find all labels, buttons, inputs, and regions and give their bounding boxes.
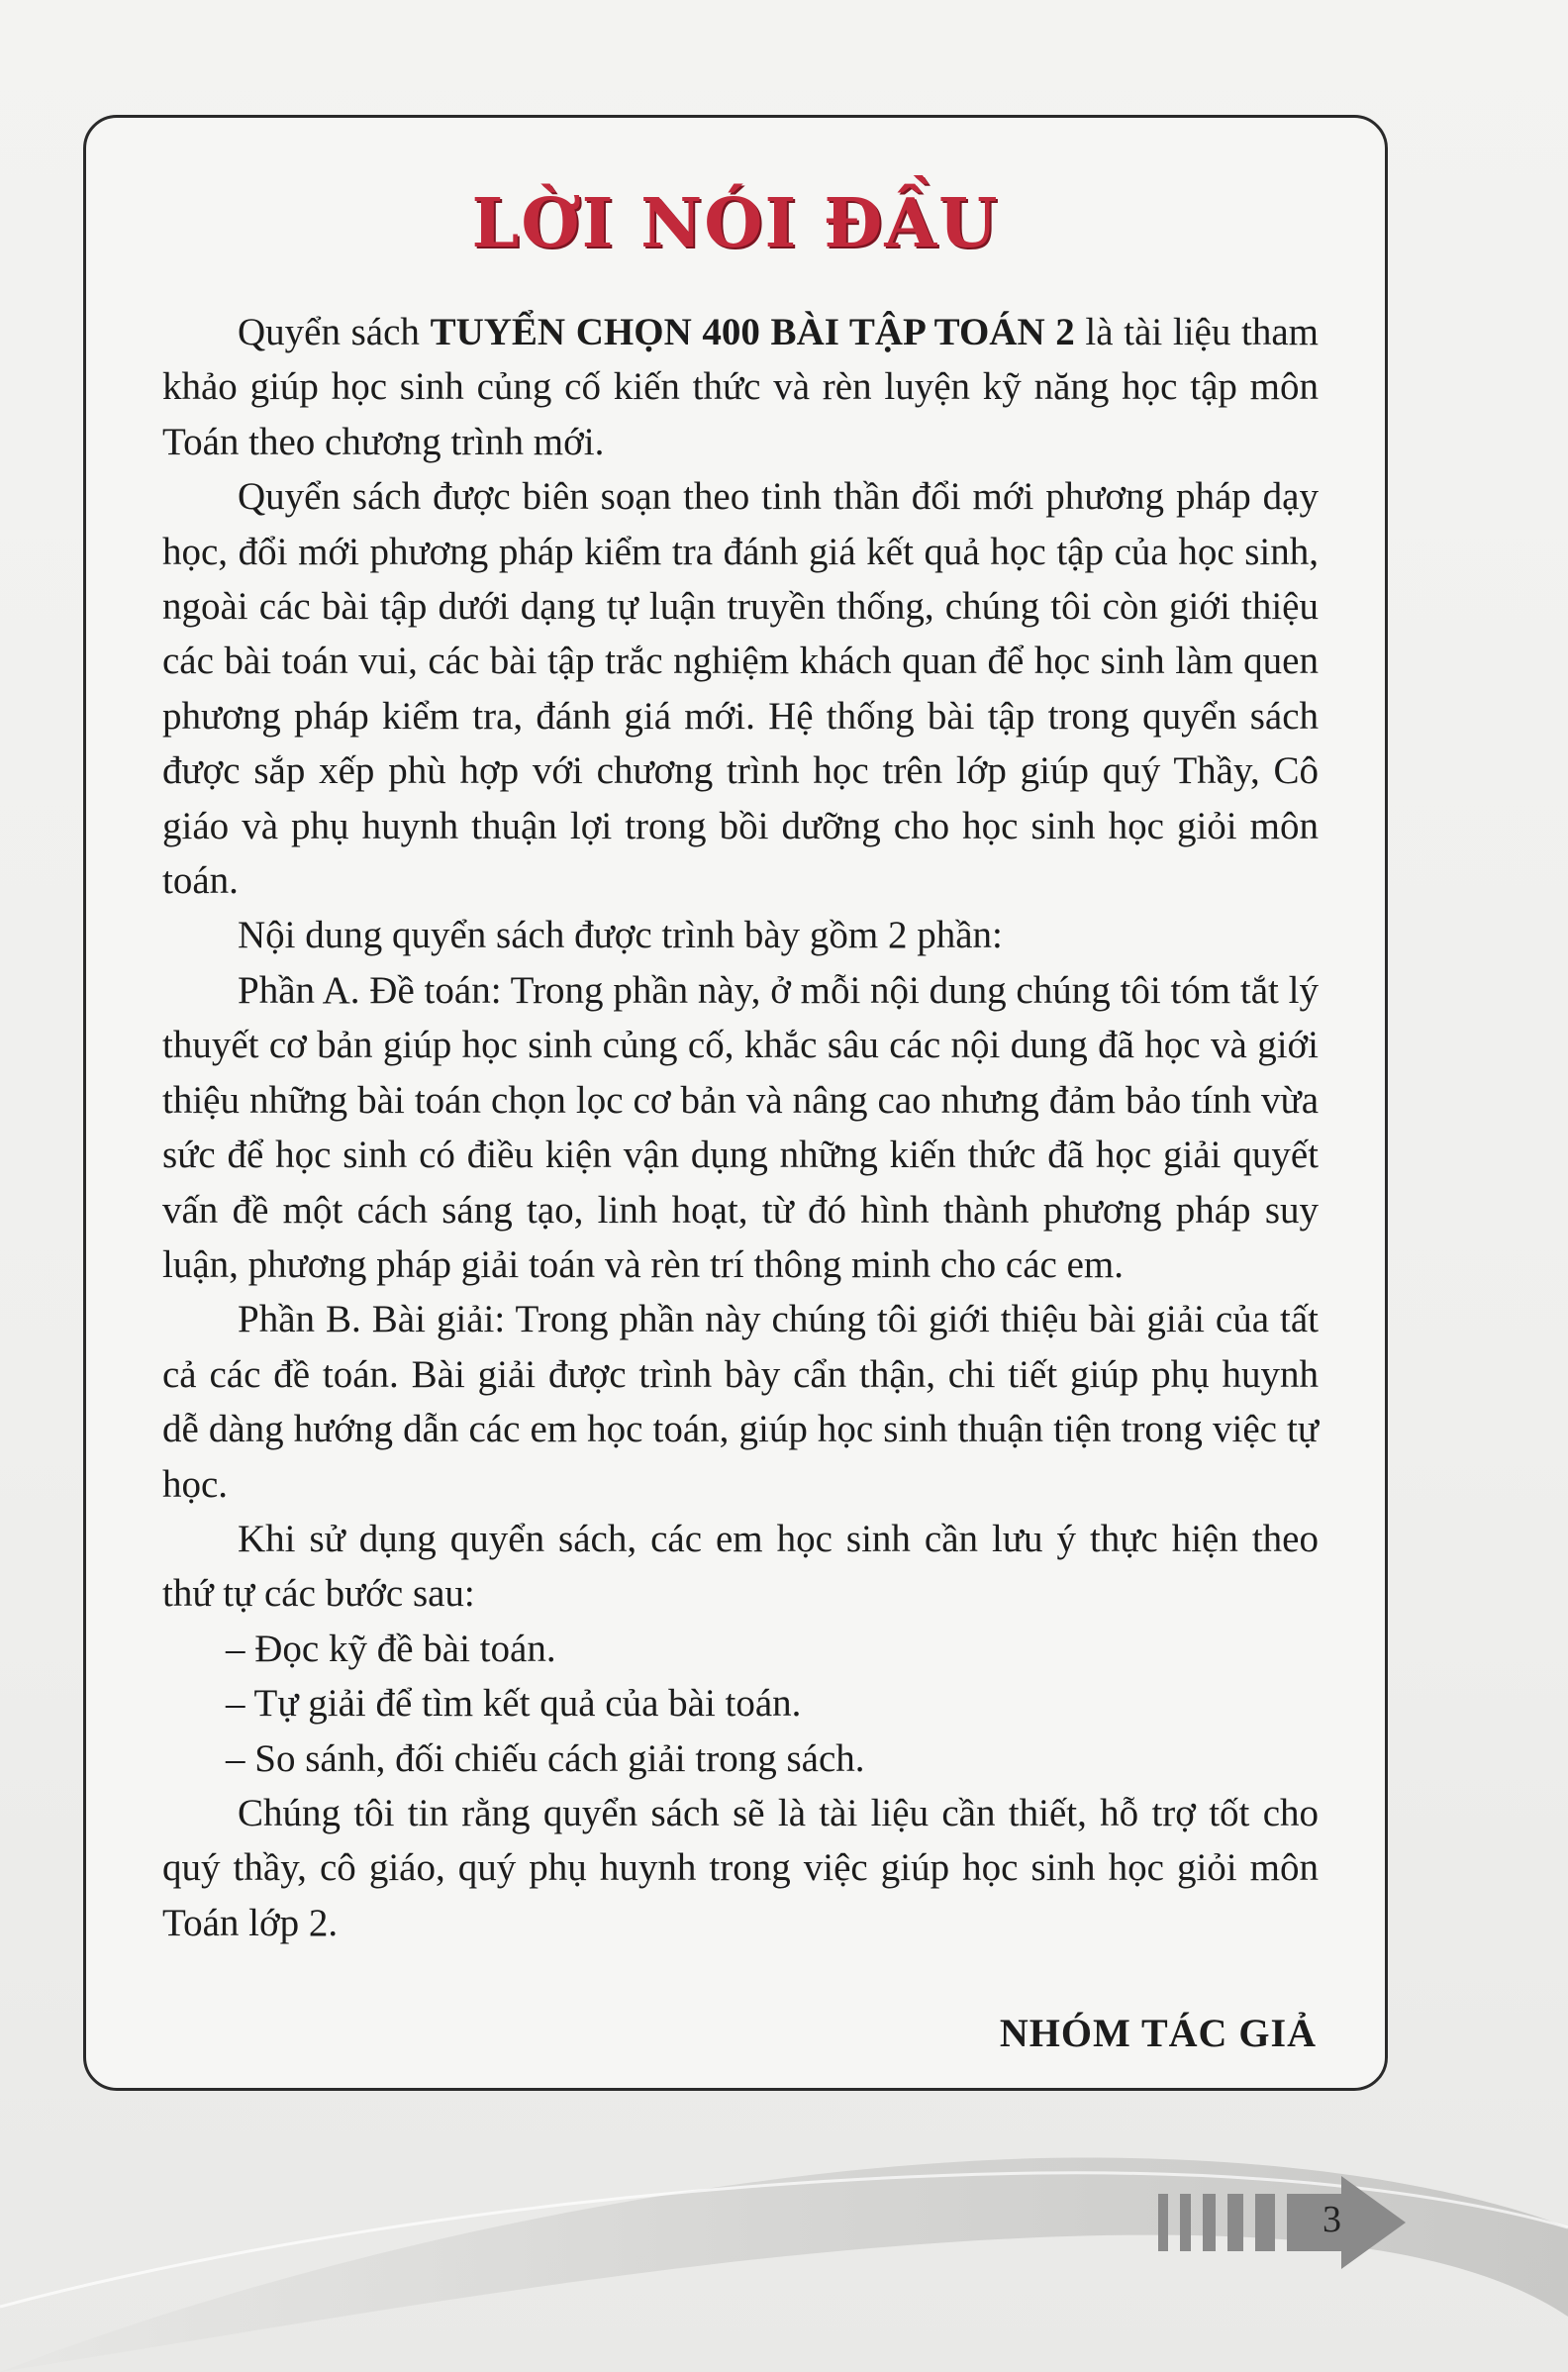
paragraph-content-overview: Nội dung quyển sách được trình bày gồm 2 phần: (238, 914, 1003, 957)
usage-step-2: – Tự giải để tìm kết quả của bài toán. (226, 1682, 802, 1726)
paragraph-method: Quyển sách được biên soạn theo tinh thần đổi mới phương pháp dạy học, đổi mới phương pháp kiểm tra đánh giá kết quả học tập của học sinh, ngoài các bài tập dưới dạng tự luận truyền thống, chúng tôi còn giới thiệu các bài toán vui, các bài tập trắc nghiệm khách quan để học sinh làm quen phương pháp kiểm tra, đánh giá mới. Hệ thống bài tập trong quyển sách được sắp xếp phù hợp với chương trình học trên lớp giúp quý Thầy, Cô giáo và phụ huynh thuận lợi trong bồi dưỡng cho học sinh học giỏi môn toán. (162, 475, 1319, 903)
book-title: TUYỂN CHỌN 400 BÀI TẬP TOÁN 2 (430, 311, 1075, 353)
paragraph-part-a: Phần A. Đề toán: Trong phần này, ở mỗi nội dung chúng tôi tóm tắt lý thuyết cơ bản giúp học sinh củng cố, khắc sâu các nội dung đã học và giới thiệu những bài toán chọn lọc cơ bản và nâng cao nhưng đảm bảo tính vừa sức để học sinh có điều kiện vận dụng những kiến thức đã học giải quyết vấn đề một cách sáng tạo, linh hoạt, từ đó hình thành phương pháp suy luận, phương pháp giải toán và rèn trí thông minh cho các em. (162, 968, 1319, 1286)
paragraph-closing: Chúng tôi tin rằng quyển sách sẽ là tài liệu cần thiết, hỗ trợ tốt cho quý thầy, cô giáo, quý phụ huynh trong việc giúp học sinh học giỏi môn Toán lớp 2. (162, 1791, 1319, 1944)
intro-text-start: Quyển sách (238, 311, 431, 353)
intro-text-end: là tài liệu tham khảo giúp học sinh củng cố kiến thức và rèn luyện kỹ năng học tập môn Toán theo chương trình mới. (162, 311, 1319, 463)
page-number: 3 (1323, 2199, 1341, 2240)
author-signature: NHÓM TÁC GIẢ (999, 2011, 1317, 2055)
paragraph-intro (162, 305, 1319, 469)
usage-step-1: – Đọc kỹ đề bài toán. (226, 1627, 556, 1670)
paragraph-part-b: Phần B. Bài giải: Trong phần này chúng tôi giới thiệu bài giải của tất cả các đề toán. Bài giải được trình bày cẩn thận, chi tiết giúp phụ huynh dễ dàng hướng dẫn các em học toán, giúp học sinh thuận tiện trong việc tự học. (162, 1298, 1319, 1506)
preface-body (162, 305, 1319, 1950)
paragraph-usage: Khi sử dụng quyển sách, các em học sinh cần lưu ý thực hiện theo thứ tự các bước sau: (162, 1517, 1319, 1616)
usage-step-3: – So sánh, đối chiếu cách giải trong sách. (226, 1736, 865, 1780)
swoosh-band (0, 2158, 1568, 2372)
page-title: LỜI NÓI ĐẦU (471, 184, 1000, 263)
